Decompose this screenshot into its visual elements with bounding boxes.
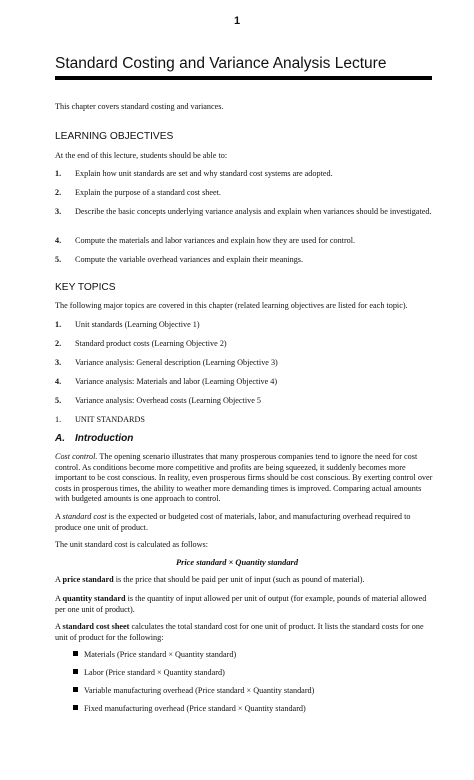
- formula: Price standard × Quantity standard: [175, 558, 299, 567]
- objective-number: 2.: [55, 188, 62, 197]
- key-topics-heading: KEY TOPICS: [55, 282, 116, 293]
- topic-number: 3.: [55, 358, 62, 367]
- standard-cost-term: standard cost: [62, 512, 107, 521]
- square-bullet-icon: [73, 687, 78, 692]
- price-standard-term: price standard: [62, 575, 114, 584]
- quantity-standard-text: is the quantity of input allowed per unit of output (for example, pounds of material allowed per one unit of product).: [55, 594, 427, 614]
- quantity-standard-term: quantity standard: [62, 594, 126, 603]
- objective-item: [55, 169, 435, 180]
- price-standard-paragraph: [55, 575, 433, 586]
- topic-item: [55, 339, 435, 350]
- cost-sheet-text: calculates the total standard cost for one unit of product. It lists the standard costs for one unit of product for the following:: [55, 622, 424, 642]
- subsection-letter: A.: [55, 433, 65, 444]
- objective-text: Compute the materials and labor variances and explain how they are used for control.: [75, 236, 356, 245]
- objective-text: Describe the basic concepts underlying variance analysis and explain when variances should be investigated.: [75, 207, 432, 216]
- bullet-text: Labor (Price standard × Quantity standard): [84, 668, 225, 677]
- topic-text: Variance analysis: Overhead costs (Learning Objective 5: [75, 396, 261, 405]
- topic-text: Variance analysis: Materials and labor (Learning Objective 4): [75, 377, 278, 386]
- title-rule: [55, 76, 432, 80]
- bullet-text: Fixed manufacturing overhead (Price standard × Quantity standard): [84, 704, 306, 713]
- square-bullet-icon: [73, 705, 78, 710]
- bullet-item: [73, 704, 306, 713]
- square-bullet-icon: [73, 669, 78, 674]
- topic-text: Variance analysis: General description (Learning Objective 3): [75, 358, 278, 367]
- learning-objectives-lead: At the end of this lecture, students should be able to:: [55, 151, 228, 160]
- objective-text: Explain how unit standards are set and why standard cost systems are adopted.: [75, 169, 333, 178]
- subsection-title: Introduction: [75, 433, 134, 444]
- topic-number: 4.: [55, 377, 62, 386]
- cost-sheet-pre: A: [55, 622, 63, 631]
- key-topics-lead: The following major topics are covered in this chapter (related learning objectives are listed for each topic).: [55, 301, 408, 310]
- objective-item: [55, 236, 435, 247]
- objective-text: Compute the variable overhead variances and explain their meanings.: [75, 255, 304, 264]
- objective-text: Explain the purpose of a standard cost sheet.: [75, 188, 221, 197]
- cost-sheet-term: standard cost sheet: [62, 622, 130, 631]
- bullet-item: [73, 668, 225, 677]
- page-number: 1: [233, 15, 241, 27]
- standard-cost-text: is the expected or budgeted cost of materials, labor, and manufacturing overhead required to produce one unit of product.: [55, 512, 411, 532]
- square-bullet-icon: [73, 651, 78, 656]
- bullet-text: Variable manufacturing overhead (Price standard × Quantity standard): [84, 686, 315, 695]
- subsection-heading-introduction: [55, 433, 133, 444]
- topic-item: [55, 320, 435, 331]
- topic-item: [55, 358, 435, 369]
- topic-item: [55, 396, 435, 407]
- page-title: Standard Costing and Variance Analysis Lecture: [55, 55, 387, 72]
- cost-control-label: Cost control.: [55, 452, 98, 461]
- cost-sheet-paragraph: [55, 622, 433, 643]
- quantity-standard-pre: A: [55, 594, 63, 603]
- cost-control-text: The opening scenario illustrates that many prosperous companies tend to ignore the need for cost control. As conditions become more competitive and profits are being squeezed, it suddenly becomes more important to be cost conscious. In reality, even prosperous firms should be cost conscious. By exerting control over costs in prosperous times, the ability to weather more demanding times is improved. Comparing actual amounts with budgeted amounts is one approach to control.: [55, 452, 433, 503]
- intro-paragraph: This chapter covers standard costing and variances.: [55, 102, 224, 111]
- standard-cost-paragraph: [55, 512, 433, 533]
- learning-objectives-heading: LEARNING OBJECTIVES: [55, 131, 174, 142]
- topic-text: Standard product costs (Learning Objective 2): [75, 339, 227, 348]
- topic-number: 1.: [55, 320, 62, 329]
- unit-standard-lead: The unit standard cost is calculated as follows:: [55, 540, 209, 549]
- price-standard-pre: A: [55, 575, 63, 584]
- topic-item: [55, 377, 435, 388]
- section-heading-unit-standards: [55, 415, 145, 424]
- objective-number: 4.: [55, 236, 62, 245]
- section-title: UNIT STANDARDS: [75, 415, 145, 424]
- standard-cost-pre: A: [55, 512, 63, 521]
- objective-number: 1.: [55, 169, 62, 178]
- objective-item: [55, 255, 435, 266]
- objective-item: [55, 188, 435, 199]
- objective-number: 3.: [55, 207, 62, 216]
- price-standard-text: is the price that should be paid per unit of input (such as pound of material).: [113, 575, 365, 584]
- topic-number: 5.: [55, 396, 62, 405]
- topic-number: 2.: [55, 339, 62, 348]
- bullet-item: [73, 650, 236, 659]
- section-number: 1.: [55, 415, 62, 424]
- objective-item: [55, 207, 435, 218]
- bullet-text: Materials (Price standard × Quantity standard): [84, 650, 237, 659]
- cost-control-paragraph: [55, 452, 433, 505]
- topic-text: Unit standards (Learning Objective 1): [75, 320, 200, 329]
- quantity-standard-paragraph: [55, 594, 433, 615]
- bullet-item: [73, 686, 314, 695]
- objective-number: 5.: [55, 255, 62, 264]
